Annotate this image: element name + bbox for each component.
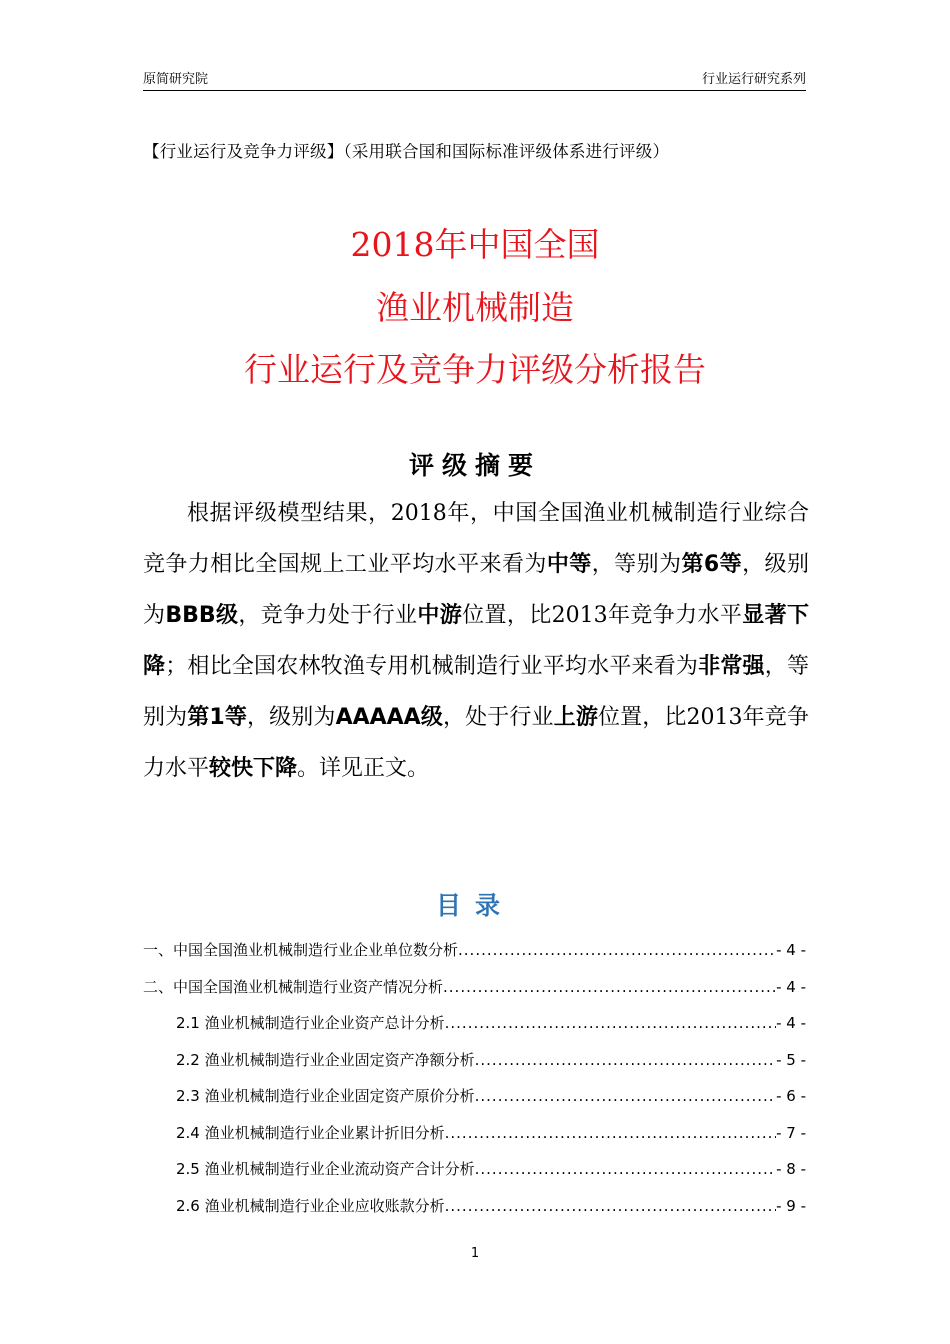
summary-heading: 评级摘要 (408, 451, 541, 480)
toc-entry[interactable] (143, 1085, 806, 1122)
summary-emphasis: 非常强 (698, 654, 765, 679)
toc-entry-label: 2.5 渔业机械制造行业企业流动资产合计分析 (176, 1160, 475, 1178)
toc-dot-leader (475, 1160, 776, 1178)
toc-entry-page: - 5 - (776, 1050, 806, 1069)
toc-entry[interactable] (143, 976, 806, 1013)
header-org: 原简研究院 (143, 72, 209, 87)
toc-entry[interactable] (143, 1122, 806, 1159)
summary-emphasis: BBB级 (165, 603, 239, 628)
toc-dot-leader (475, 1051, 776, 1069)
report-title-line-3: 行业运行及竞争力评级分析报告 (244, 350, 706, 389)
toc-entry[interactable] (143, 1158, 806, 1195)
toc-entry-label: 二、中国全国渔业机械制造行业资产情况分析 (143, 977, 444, 996)
report-title-line-2: 渔业机械制造 (376, 288, 574, 327)
summary-text: ，处于行业 (443, 705, 554, 730)
page-header (143, 66, 806, 91)
header-series: 行业运行研究系列 (701, 72, 806, 87)
summary-emphasis: 较快下降 (209, 756, 298, 781)
toc-entry-page: - 8 - (776, 1160, 806, 1178)
toc-entry-label: 一、中国全国渔业机械制造行业企业单位数分析 (143, 941, 459, 959)
toc-entry-page: - 4 - (776, 1014, 806, 1032)
summary-text: ，等别为 (143, 654, 809, 730)
toc-entry[interactable] (143, 1012, 806, 1049)
toc-entry[interactable] (143, 939, 806, 976)
summary-text: 位置，比2013年竞争力水平 (143, 705, 809, 781)
toc-entry-label: 2.4 渔业机械制造行业企业累计折旧分析 (176, 1123, 445, 1142)
summary-text: ，级别为 (247, 705, 336, 730)
summary-emphasis: 上游 (553, 705, 598, 730)
summary-emphasis: 中等 (546, 552, 592, 577)
toc-dot-leader (445, 1124, 776, 1142)
summary-emphasis: 显著下降 (143, 603, 809, 679)
rating-tagline: 【行业运行及竞争力评级】（采用联合国和国际标准评级体系进行评级） (143, 142, 670, 161)
summary-emphasis: 第1等 (187, 705, 248, 730)
toc-entry-page: - 4 - (776, 977, 806, 996)
summary-text: ，等别为 (591, 552, 682, 577)
toc-entry[interactable] (143, 1195, 806, 1232)
toc-dot-leader (475, 1087, 776, 1105)
summary-text: ，竞争力处于行业 (238, 603, 418, 628)
toc-entry-page: - 4 - (776, 941, 806, 959)
toc-entry-page: - 9 - (776, 1196, 806, 1215)
toc-entry-label: 2.1 渔业机械制造行业企业资产总计分析 (176, 1014, 445, 1032)
summary-emphasis: 第6等 (681, 552, 743, 577)
summary-emphasis: AAAAA级 (335, 705, 443, 730)
summary-text: 根据评级模型结果，2018年，中国全国渔业机械制造行业综合竞争力相比全国规上工业平均水平来看为 (143, 501, 809, 577)
toc-entry-label: 2.6 渔业机械制造行业企业应收账款分析 (176, 1196, 445, 1215)
toc-entry-label: 2.2 渔业机械制造行业企业固定资产净额分析 (176, 1050, 475, 1069)
table-of-contents (143, 939, 806, 1231)
page-number: 1 (470, 1246, 480, 1261)
summary-text: 位置，比2013年竞争力水平 (462, 603, 743, 628)
toc-dot-leader (445, 1014, 776, 1032)
summary-emphasis: 中游 (417, 603, 463, 628)
toc-dot-leader (458, 941, 776, 959)
summary-text: ，级别为 (143, 552, 809, 628)
toc-dot-leader (445, 1197, 776, 1215)
toc-entry-page: - 7 - (776, 1123, 806, 1142)
summary-text: ；相比全国农林牧渔专用机械制造行业平均水平来看为 (165, 654, 699, 679)
summary-paragraph (143, 488, 809, 794)
summary-text: 。详见正文。 (297, 756, 430, 781)
toc-entry[interactable] (143, 1049, 806, 1086)
toc-heading: 目录 (435, 891, 514, 920)
toc-entry-page: - 6 - (776, 1087, 806, 1105)
toc-entry-label: 2.3 渔业机械制造行业企业固定资产原价分析 (176, 1087, 475, 1105)
report-title-line-1: 2018年中国全国 (350, 225, 600, 264)
toc-dot-leader (443, 978, 776, 996)
